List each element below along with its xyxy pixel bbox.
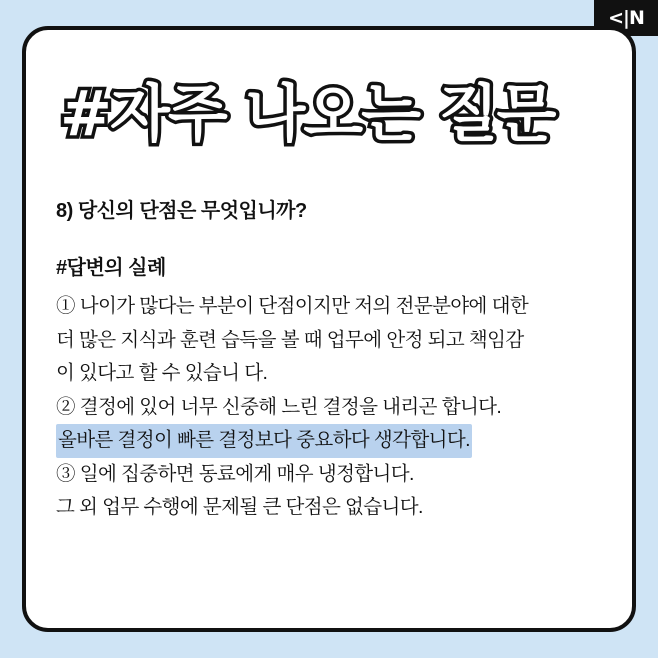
answer-line-text: 이 있다고 할 수 있습니 다. [56, 362, 268, 385]
headline-container [56, 56, 602, 168]
answer-line [56, 324, 602, 358]
content-card [22, 26, 636, 632]
brand-logo-text: <|N [608, 6, 644, 29]
page-title: #자주 나오는 질문 [60, 77, 555, 151]
answer-line-text: ③ 일에 집중하면 동료에게 매우 냉정합니다. [56, 462, 414, 485]
answer-line-text: 더 많은 지식과 훈련 습득을 볼 때 업무에 안정 되고 책임감 [56, 328, 524, 351]
answer-line [56, 491, 602, 525]
answer-line-text: ① 나이가 많다는 부분이 단점이지만 저의 전문분야에 대한 [56, 295, 529, 317]
answer-line [56, 357, 602, 391]
answer-line [56, 458, 602, 492]
question-text: 8) 당신의 단점은 무엇입니까? [56, 200, 307, 222]
answer-line [56, 290, 602, 324]
answer-line-text: 올바른 결정이 빠른 결정보다 중요하다 생각합니다. [56, 424, 472, 458]
answer-section-label: #답변의 실례 [56, 257, 166, 279]
answer-line-text: ② 결정에 있어 너무 신중해 느린 결정을 내리곤 합니다. [56, 395, 502, 418]
answer-line-text: 그 외 업무 수행에 문제될 큰 단점은 없습니다. [56, 496, 423, 519]
answer-line-highlighted [56, 424, 602, 458]
answer-line [56, 391, 602, 425]
answer-body [56, 290, 602, 525]
